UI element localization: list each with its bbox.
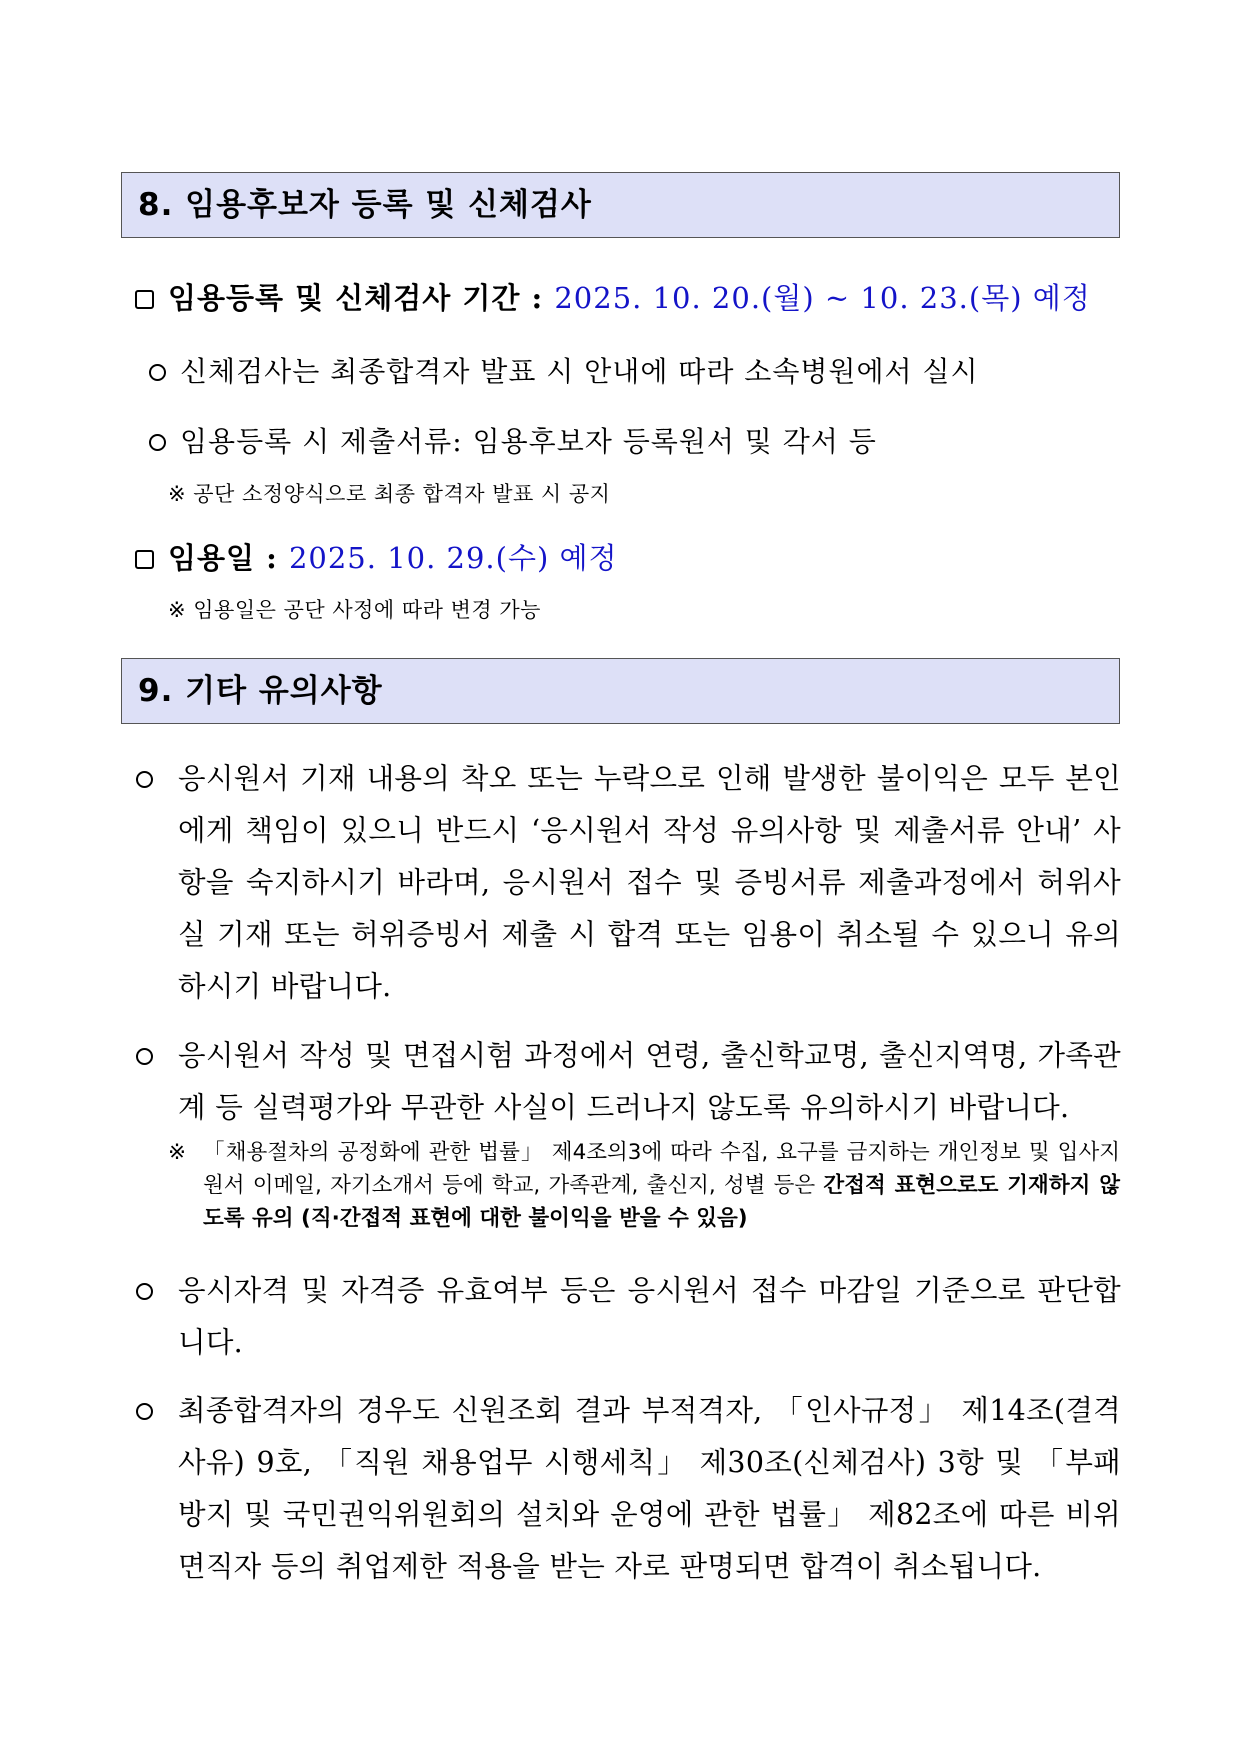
note-bold-text: 간접적 표현으로도 기재하지 않도록 유의 (직·간접적 표현에 대한 불이익을 받을 수 있음) xyxy=(203,1173,1120,1231)
start-date-label: 임용일 : xyxy=(168,541,278,575)
list-item-text: 임용등록 시 제출서류: 임용후보자 등록원서 및 각서 등 xyxy=(180,425,877,458)
note-form-notice: ※ 공단 소정양식으로 최종 합격자 발표 시 공지 xyxy=(168,482,611,506)
caution-paragraph: 응시자격 및 자격증 유효여부 등은 응시원서 접수 마감일 기준으로 판단합니다. xyxy=(131,1265,1121,1369)
registration-period-line xyxy=(135,276,1091,317)
fair-hiring-note xyxy=(168,1136,1120,1235)
section-9-header: 9. 기타 유의사항 xyxy=(121,658,1120,724)
note-text: 「채용절차의 공정화에 관한 법률」 제4조의3에 따라 수집, 요구를 금지하는 개인정보 및 입사지원서 이메일, 자기소개서 등에 학교, 가족관계, 출신지, 성별 등은 xyxy=(203,1140,1120,1198)
list-item xyxy=(149,350,979,390)
section-8-header: 8. 임용후보자 등록 및 신체검사 xyxy=(121,172,1120,238)
circle-bullet-icon xyxy=(136,1048,153,1065)
registration-period-value: 2025. 10. 20.(월) ~ 10. 23.(목) 예정 xyxy=(554,281,1091,315)
list-item xyxy=(149,420,877,460)
note-mark: ※ xyxy=(168,1140,187,1165)
circle-bullet-icon xyxy=(136,1283,153,1300)
note-start-date-change: ※ 임용일은 공단 사정에 따라 변경 가능 xyxy=(168,598,541,622)
circle-bullet-icon xyxy=(149,434,166,451)
caution-paragraph: 응시원서 기재 내용의 착오 또는 누락으로 인해 발생한 불이익은 모두 본인에게 책임이 있으니 반드시 ‘응시원서 작성 유의사항 및 제출서류 안내’ 사항을 숙지하시기 바라며, 응시원서 접수 및 증빙서류 제출과정에서 허위사실 기재 또는 허위증빙서 제출 시 합격 또는 임용이 취소될 수 있으니 유의하시기 바랍니다. xyxy=(131,753,1121,1013)
circle-bullet-icon xyxy=(136,1403,153,1420)
square-bullet-icon xyxy=(135,290,154,309)
circle-bullet-icon xyxy=(149,364,166,381)
caution-paragraph: 응시원서 작성 및 면접시험 과정에서 연령, 출신학교명, 출신지역명, 가족관계 등 실력평가와 무관한 사실이 드러나지 않도록 유의하시기 바랍니다. xyxy=(131,1030,1121,1134)
square-bullet-icon xyxy=(135,550,154,569)
start-date-value: 2025. 10. 29.(수) 예정 xyxy=(288,541,618,575)
registration-period-label: 임용등록 및 신체검사 기간 : xyxy=(168,281,544,315)
start-date-line xyxy=(135,536,618,577)
caution-paragraph: 최종합격자의 경우도 신원조회 결과 부적격자, 「인사규정」 제14조(결격사유) 9호, 「직원 채용업무 시행세칙」 제30조(신체검사) 3항 및 「부패방지 및 국민권익위원회의 설치와 운영에 관한 법률」 제82조에 따른 비위면직자 등의 취업제한 적용을 받는 자로 판명되면 합격이 취소됩니다. xyxy=(131,1385,1121,1593)
list-item-text: 신체검사는 최종합격자 발표 시 안내에 따라 소속병원에서 실시 xyxy=(180,355,979,388)
circle-bullet-icon xyxy=(136,771,153,788)
